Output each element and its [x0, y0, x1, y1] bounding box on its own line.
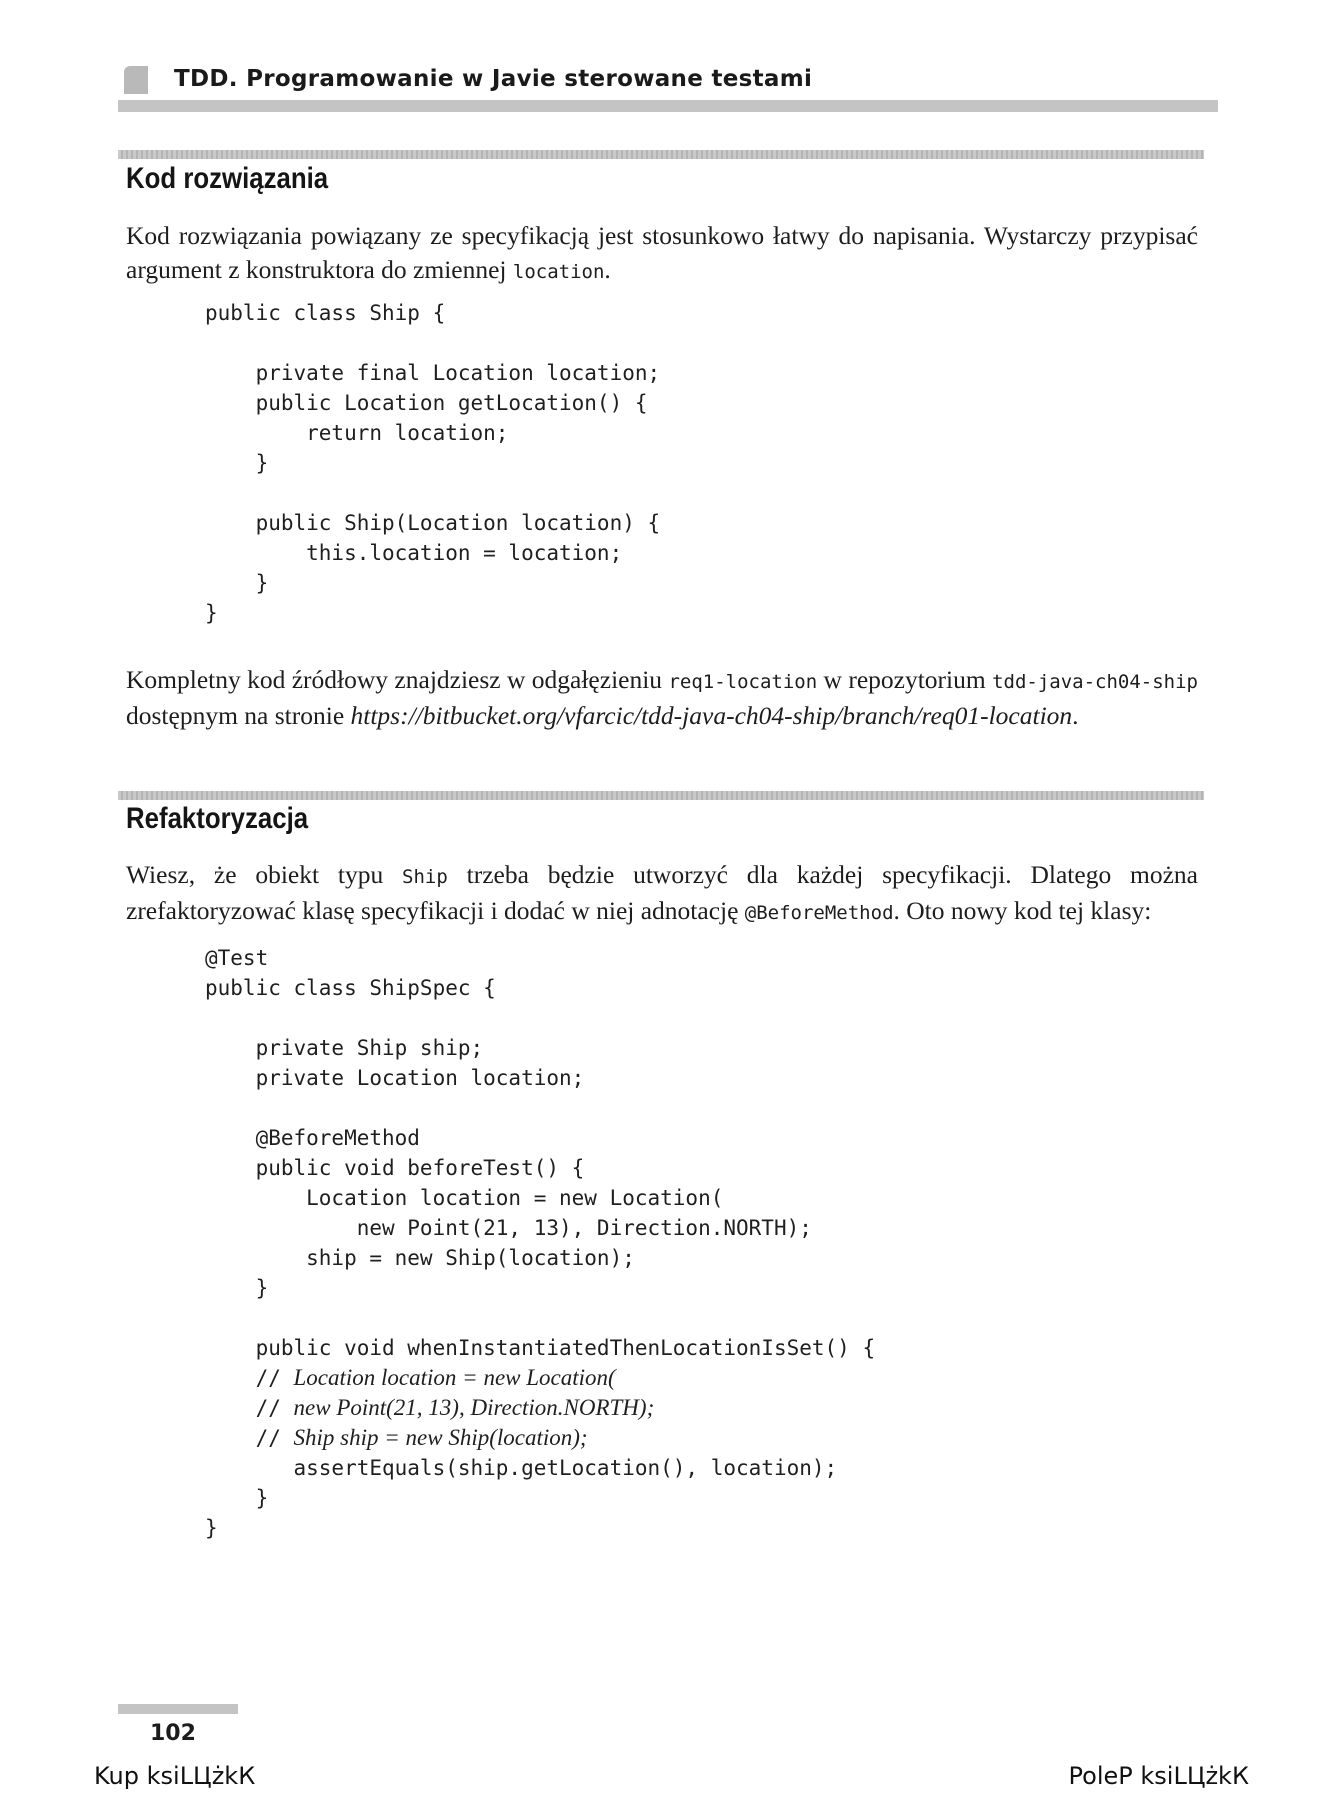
refactoring-intro-paragraph — [126, 858, 1198, 930]
section-rule — [118, 150, 1204, 159]
outro-text: w repozytorium — [817, 665, 993, 694]
code-line: public Ship(Location location) { — [205, 511, 661, 535]
code-line: public void beforeTest() { — [205, 1156, 585, 1180]
buy-book-link[interactable]: Kup ksiLЦżkК — [94, 1762, 256, 1790]
intro-text: Kod rozwiązania powiązany ze specyfikacją jest stosunkowo łatwy do napisania. Wystarczy przypisać argument z konstruktora do zmiennej — [126, 221, 1198, 284]
code-line: @BeforeMethod — [205, 1126, 420, 1150]
code-line: public class Ship { — [205, 301, 446, 325]
code-comment-line: Ship ship = new Ship(location); — [293, 1425, 588, 1450]
code-line: Location location = new Location( — [205, 1186, 724, 1210]
running-header-title: TDD. Programowanie w Javie sterowane testami — [174, 66, 813, 92]
header-tab-marker — [124, 66, 148, 94]
header-rule — [118, 100, 1218, 112]
code-line: public class ShipSpec { — [205, 976, 496, 1000]
rate-book-link[interactable]: PoleР ksiLЦżkК — [1068, 1762, 1249, 1790]
page-number: 102 — [150, 1721, 196, 1746]
code-block-ship — [205, 298, 660, 628]
punctuation: . — [604, 255, 611, 284]
code-line: } — [205, 1276, 269, 1300]
intro-text: trzeba będzie utworzyć dla każdej specyfikacji. Dlatego można zrefaktoryzować klasę specyfikacji i dodać w niej adnotację — [126, 860, 1198, 925]
inline-code: location — [512, 261, 605, 283]
code-line: } — [205, 601, 218, 625]
inline-code: @BeforeMethod — [744, 902, 894, 924]
code-line: ship = new Ship(location); — [205, 1246, 635, 1270]
inline-code: Ship — [402, 866, 448, 888]
intro-text: . Oto nowy kod tej klasy: — [893, 896, 1152, 925]
code-line: } — [205, 1516, 218, 1540]
solution-intro-paragraph — [126, 219, 1198, 289]
outro-text: dostępnym na stronie — [126, 701, 351, 730]
comment-marker: // — [255, 1366, 294, 1390]
repository-name: tdd-java-ch04-ship — [992, 671, 1198, 693]
code-comment-line: new Point(21, 13), Direction.NORTH); — [293, 1395, 655, 1420]
section-heading-solution: Kod rozwiązania — [126, 162, 329, 195]
code-line: new Point(21, 13), Direction.NORTH); — [205, 1216, 812, 1240]
code-line: @Test — [205, 946, 269, 970]
branch-name: req1-location — [668, 671, 818, 693]
section-rule — [118, 791, 1204, 800]
repository-url: https://bitbucket.org/vfarcic/tdd-java-ch04-ship/branch/req01-location — [350, 701, 1073, 730]
code-line: private Ship ship; — [205, 1036, 484, 1060]
code-line: } — [205, 1486, 269, 1510]
code-line: private Location location; — [205, 1066, 585, 1090]
code-block-shipspec — [205, 943, 875, 1543]
code-comment-line: Location location = new Location( — [293, 1365, 616, 1390]
section-heading-refactoring: Refaktoryzacja — [126, 802, 309, 835]
code-line: private final Location location; — [205, 361, 661, 385]
code-line: } — [205, 451, 269, 475]
code-line: public void whenInstantiatedThenLocationIsSet() { — [205, 1336, 876, 1360]
outro-text: Kompletny kod źródłowy znajdziesz w odgałęzieniu — [126, 665, 669, 694]
code-line: } — [205, 571, 269, 595]
code-line: public Location getLocation() { — [205, 391, 648, 415]
comment-marker: // — [255, 1426, 294, 1450]
punctuation: . — [1072, 701, 1079, 730]
footer-bar — [118, 1704, 238, 1714]
intro-text: Wiesz, że obiekt typu — [126, 860, 403, 889]
solution-source-paragraph — [126, 663, 1198, 733]
code-line: this.location = location; — [205, 541, 623, 565]
comment-marker: // — [255, 1396, 294, 1420]
code-line: return location; — [205, 421, 509, 445]
code-line: assertEquals(ship.getLocation(), location); — [205, 1456, 838, 1480]
